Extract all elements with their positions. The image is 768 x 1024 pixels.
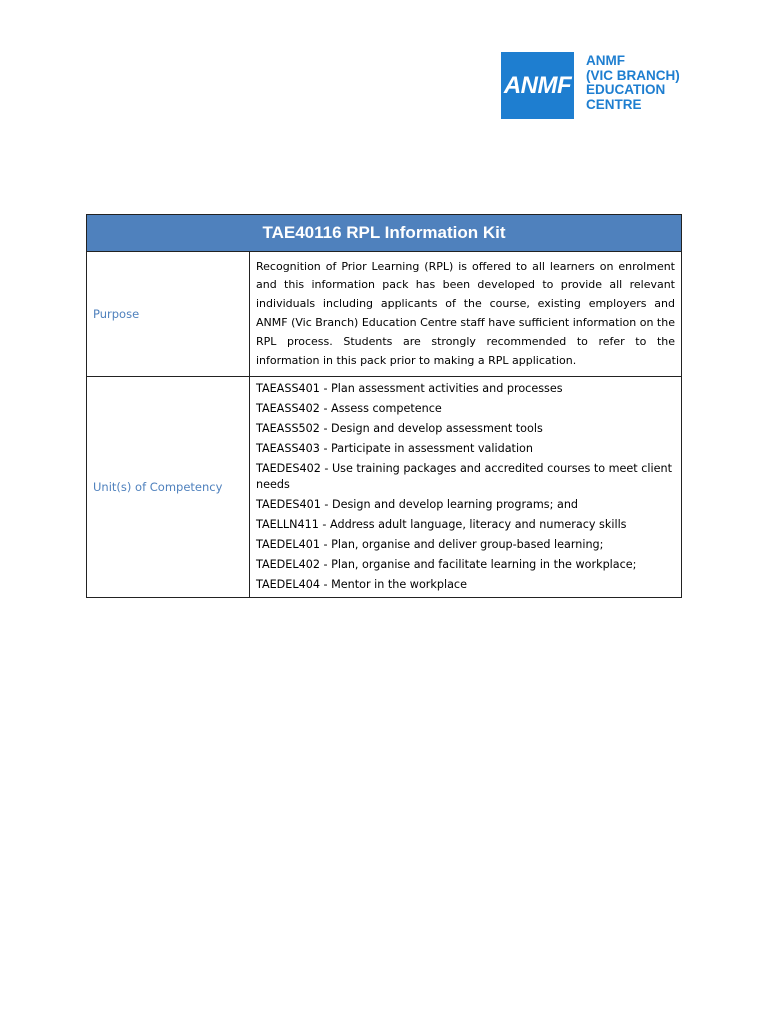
logo-line-1: ANMF	[586, 53, 625, 68]
purpose-row	[87, 252, 682, 377]
logo-line-3: EDUCATION	[586, 82, 666, 97]
list-item: TAELLN411 - Address adult language, literacy and numeracy skills	[256, 518, 627, 531]
anmf-logo	[500, 51, 680, 121]
units-label: Unit(s) of Competency	[87, 377, 250, 598]
list-item: TAEDEL402 - Plan, organise and facilitate learning in the workplace;	[256, 558, 637, 571]
units-list	[250, 377, 682, 598]
list-item: TAEDES402 - Use training packages and accredited courses to meet client needs	[256, 462, 672, 491]
rpl-info-table	[86, 214, 682, 598]
list-item: TAEDEL404 - Mentor in the workplace	[256, 578, 467, 591]
list-item: TAEASS502 - Design and develop assessment tools	[256, 422, 543, 435]
table-title: TAE40116 RPL Information Kit	[87, 215, 682, 252]
logo-mark-text: ANMF	[503, 71, 572, 99]
list-item: TAEDES401 - Design and develop learning programs; and	[256, 498, 579, 511]
logo-line-2: (VIC BRANCH)	[586, 67, 680, 83]
purpose-text: Recognition of Prior Learning (RPL) is offered to all learners on enrolment and this information pack has been developed to provide all relevant individuals including applicants of the course, existing employers and ANMF (Vic Branch) Education Centre staff have sufficient information on the RPL process. Students are strongly recommended to refer to the information in this pack prior to making a RPL application.	[250, 252, 682, 377]
logo-wordmark	[586, 54, 680, 112]
list-item: TAEDEL401 - Plan, organise and deliver group-based learning;	[256, 538, 604, 551]
units-row	[87, 377, 682, 598]
table-header-row	[87, 215, 682, 252]
anmf-logo-mark	[501, 52, 574, 119]
logo-line-4: CENTRE	[586, 96, 642, 112]
list-item: TAEASS401 - Plan assessment activities and processes	[256, 382, 563, 395]
list-item: TAEASS402 - Assess competence	[256, 402, 442, 415]
list-item: TAEASS403 - Participate in assessment validation	[256, 442, 533, 455]
purpose-label: Purpose	[87, 252, 250, 377]
